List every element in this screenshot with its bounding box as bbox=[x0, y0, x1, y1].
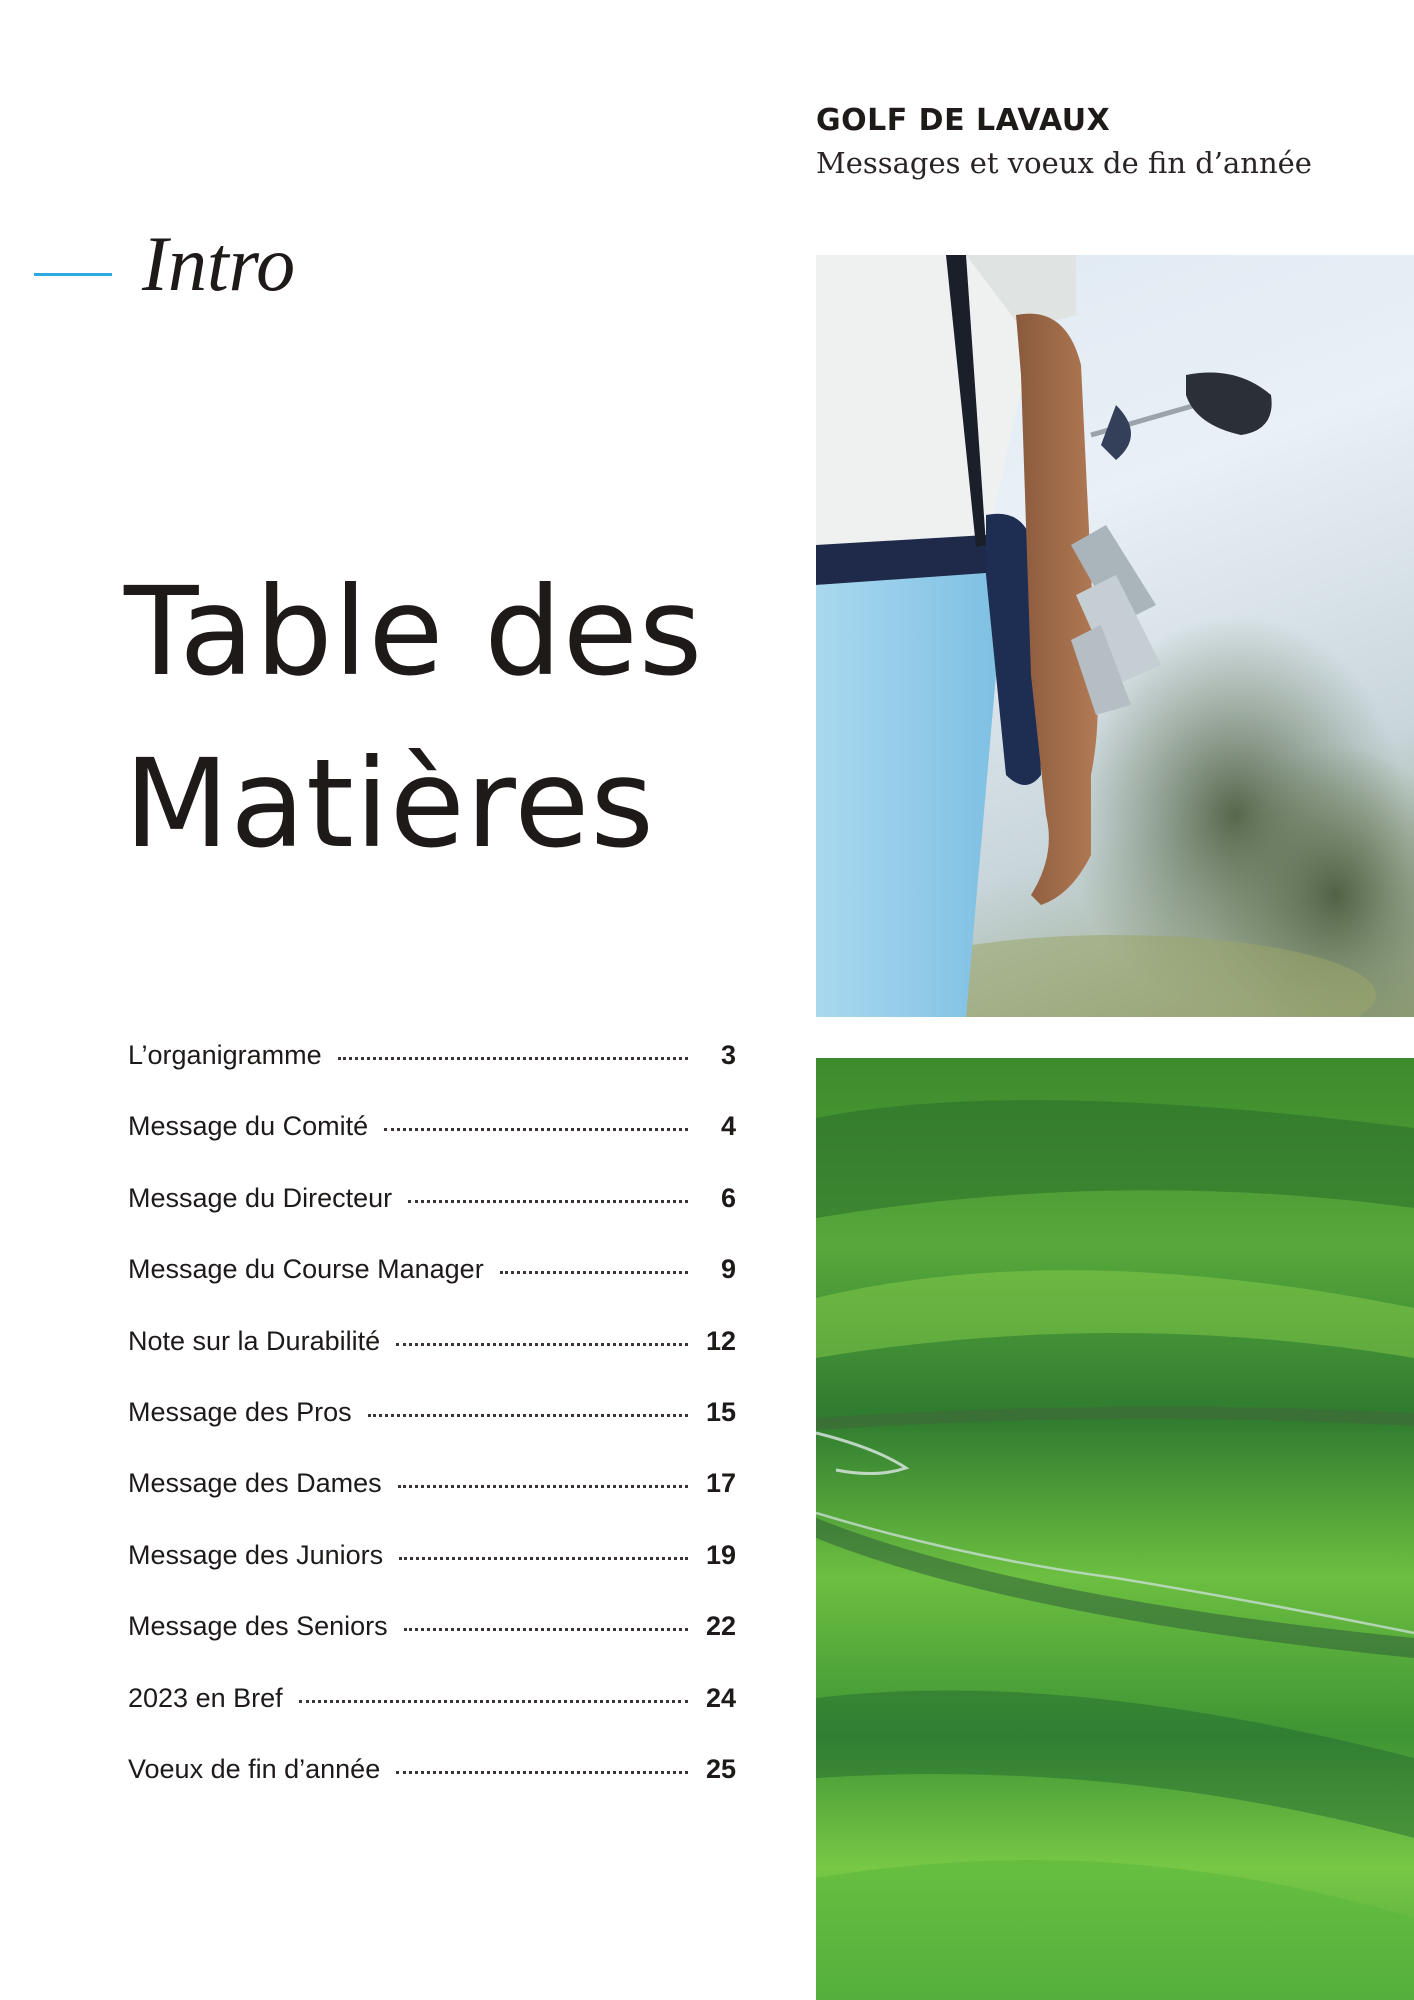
document-header bbox=[816, 100, 1312, 182]
toc-leader-dots bbox=[408, 1200, 688, 1203]
toc-entry-label: 2023 en Bref bbox=[128, 1682, 283, 1713]
toc-entry-label: Message des Dames bbox=[128, 1468, 382, 1499]
toc-entry-label: L’organigramme bbox=[128, 1040, 322, 1070]
golfer-illustration bbox=[816, 255, 1414, 1017]
document-subtitle: Messages et voeux de fin d’année bbox=[816, 146, 1312, 180]
toc-leader-dots bbox=[396, 1771, 688, 1774]
toc-entry-page: 22 bbox=[705, 1611, 736, 1642]
toc-entry[interactable] bbox=[128, 1683, 736, 1754]
toc-entry[interactable] bbox=[128, 1468, 736, 1539]
toc-entry-label: Message du Comité bbox=[128, 1111, 369, 1142]
table-of-contents bbox=[128, 1040, 736, 1825]
golfer-photo bbox=[816, 255, 1414, 1017]
toc-entry-label: Message du Course Manager bbox=[128, 1254, 484, 1285]
toc-entry-page: 25 bbox=[705, 1753, 736, 1784]
organization-name: GOLF DE LAVAUX bbox=[816, 103, 1111, 138]
toc-leader-dots bbox=[299, 1700, 688, 1703]
toc-entry[interactable] bbox=[128, 1040, 736, 1111]
toc-entry-page: 15 bbox=[705, 1396, 736, 1427]
toc-entry-label: Message des Seniors bbox=[128, 1611, 388, 1642]
toc-entry-page: 9 bbox=[720, 1254, 736, 1285]
toc-leader-dots bbox=[384, 1128, 688, 1131]
toc-leader-dots bbox=[500, 1271, 688, 1274]
accent-line bbox=[34, 273, 112, 276]
toc-entry-page: 3 bbox=[720, 1040, 736, 1070]
toc-leader-dots bbox=[338, 1057, 688, 1060]
golf-field-photo bbox=[816, 1058, 1414, 2000]
toc-entry-label: Note sur la Durabilité bbox=[128, 1325, 381, 1356]
toc-entry[interactable] bbox=[128, 1397, 736, 1468]
toc-entry-label: Voeux de fin d’année bbox=[128, 1753, 381, 1784]
toc-leader-dots bbox=[368, 1414, 688, 1417]
toc-entry[interactable] bbox=[128, 1183, 736, 1254]
toc-entry[interactable] bbox=[128, 1611, 736, 1682]
toc-entry[interactable] bbox=[128, 1326, 736, 1397]
section-label: Intro bbox=[142, 220, 296, 307]
toc-entry-label: Message des Pros bbox=[128, 1396, 352, 1427]
toc-leader-dots bbox=[398, 1485, 688, 1488]
toc-entry-page: 17 bbox=[705, 1468, 736, 1499]
toc-leader-dots bbox=[396, 1343, 688, 1346]
toc-entry[interactable] bbox=[128, 1540, 736, 1611]
field-illustration bbox=[816, 1058, 1414, 2000]
toc-entry[interactable] bbox=[128, 1754, 736, 1825]
toc-entry-page: 4 bbox=[720, 1111, 736, 1142]
toc-entry-label: Message des Juniors bbox=[128, 1539, 384, 1570]
page-title: Table des Matières bbox=[124, 561, 704, 875]
toc-entry-page: 12 bbox=[705, 1325, 736, 1356]
toc-entry-label: Message du Directeur bbox=[128, 1182, 393, 1213]
toc-entry-page: 6 bbox=[720, 1182, 736, 1213]
toc-entry[interactable] bbox=[128, 1254, 736, 1325]
toc-leader-dots bbox=[404, 1628, 688, 1631]
toc-leader-dots bbox=[399, 1557, 688, 1560]
toc-entry-page: 19 bbox=[705, 1539, 736, 1570]
toc-entry[interactable] bbox=[128, 1111, 736, 1182]
toc-entry-page: 24 bbox=[705, 1682, 736, 1713]
